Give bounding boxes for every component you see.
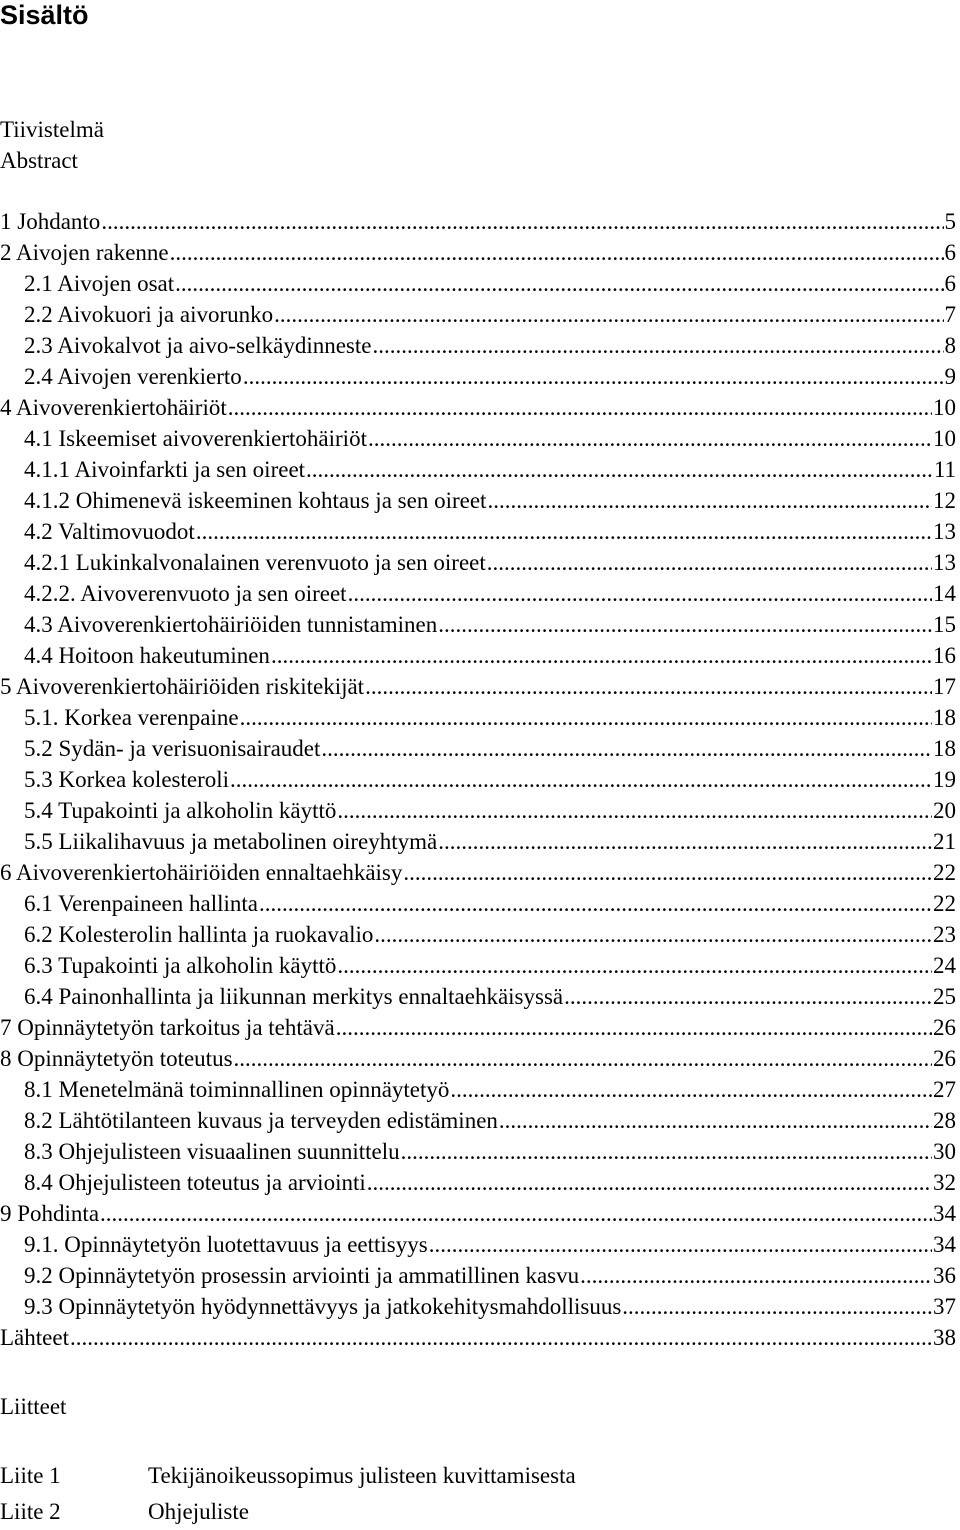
toc-entry[interactable] — [0, 1260, 956, 1291]
toc-leader-dots — [336, 1012, 932, 1043]
toc-entry-title: 2.1 Aivojen osat — [24, 271, 175, 296]
toc-entry-page: 38 — [933, 1325, 956, 1350]
toc-leader-dots — [306, 454, 933, 485]
toc-leader-dots — [259, 888, 932, 919]
toc-entry-page: 32 — [933, 1170, 956, 1195]
toc-entry[interactable] — [0, 1012, 956, 1043]
toc-entry[interactable] — [0, 516, 956, 547]
toc-entry[interactable] — [0, 206, 956, 237]
toc-entry-title: 5.1. Korkea verenpaine — [24, 705, 239, 730]
toc-entry-page: 22 — [933, 891, 956, 916]
toc-leader-dots — [365, 671, 932, 702]
toc-leader-dots — [321, 733, 932, 764]
toc-entry-title: 4.1.1 Aivoinfarkti ja sen oireet — [24, 457, 306, 482]
toc-entry[interactable] — [0, 454, 956, 485]
toc-leader-dots — [499, 1105, 932, 1136]
toc-entry-page: 37 — [933, 1294, 956, 1319]
toc-entry-title: 9.2 Opinnäytetyön prosessin arviointi ja ammatillinen kasvu — [24, 1263, 580, 1288]
toc-entry-title: 9.1. Opinnäytetyön luotettavuus ja eettisyys — [24, 1232, 428, 1257]
toc-entry[interactable] — [0, 237, 956, 268]
toc-entry[interactable] — [0, 361, 956, 392]
toc-leader-dots — [438, 826, 932, 857]
toc-entry-page: 22 — [933, 860, 956, 885]
toc-leader-dots — [367, 1167, 932, 1198]
toc-entry[interactable] — [0, 299, 956, 330]
toc-leader-dots — [274, 299, 943, 330]
toc-entry-page: 30 — [933, 1139, 956, 1164]
toc-entry-title: 4.1.2 Ohimenevä iskeeminen kohtaus ja sen oireet — [24, 488, 487, 513]
toc-entry-page: 13 — [933, 519, 956, 544]
toc-entry-title: 7 Opinnäytetyön tarkoitus ja tehtävä — [0, 1015, 335, 1040]
front-matter-item: Tiivistelmä — [0, 117, 104, 142]
toc-entry-page: 13 — [933, 550, 956, 575]
toc-leader-dots — [101, 206, 943, 237]
appendices-title: Liitteet — [0, 1394, 67, 1419]
toc-leader-dots — [438, 609, 932, 640]
appendix-label: Liite 2 — [0, 1499, 61, 1524]
toc-entry[interactable] — [0, 330, 956, 361]
toc-entry[interactable] — [0, 950, 956, 981]
toc-entry-title: 6.4 Painonhallinta ja liikunnan merkitys ennaltaehkäisyssä — [24, 984, 564, 1009]
toc-entry-title: 6.1 Verenpaineen hallinta — [24, 891, 258, 916]
front-matter — [0, 114, 104, 176]
toc-leader-dots — [450, 1074, 932, 1105]
toc-entry-page: 36 — [933, 1263, 956, 1288]
toc-entry[interactable] — [0, 888, 956, 919]
toc-entry-page: 26 — [933, 1046, 956, 1071]
toc-entry-page: 14 — [933, 581, 956, 606]
toc-leader-dots — [196, 516, 932, 547]
toc-entry-title: 2.3 Aivokalvot ja aivo-selkäydinneste — [24, 333, 372, 358]
appendix-item — [0, 1494, 576, 1530]
toc-entry-title: 4.3 Aivoverenkiertohäiriöiden tunnistaminen — [24, 612, 438, 637]
toc-entry[interactable] — [0, 1136, 956, 1167]
toc-leader-dots — [564, 981, 932, 1012]
toc-entry-title: 8 Opinnäytetyön toteutus — [0, 1046, 233, 1071]
toc-entry-title: 5.5 Liikalihavuus ja metabolinen oireyhtymä — [24, 829, 438, 854]
toc-entry[interactable] — [0, 547, 956, 578]
toc-leader-dots — [271, 640, 932, 671]
toc-entry[interactable] — [0, 485, 956, 516]
toc-leader-dots — [429, 1229, 932, 1260]
toc-entry[interactable] — [0, 795, 956, 826]
toc-entry-title: 5.2 Sydän- ja verisuonisairaudet — [24, 736, 321, 761]
toc-entry-title: 8.4 Ohjejulisteen toteutus ja arviointi — [24, 1170, 366, 1195]
toc-entry-page: 11 — [933, 457, 956, 482]
toc-entry-page: 34 — [933, 1201, 956, 1226]
toc-entry[interactable] — [0, 733, 956, 764]
toc-entry-page: 27 — [933, 1077, 956, 1102]
toc-entry-title: 2 Aivojen rakenne — [0, 240, 169, 265]
toc-leader-dots — [368, 423, 932, 454]
toc-leader-dots — [622, 1291, 932, 1322]
toc-leader-dots — [175, 268, 943, 299]
toc-entry[interactable] — [0, 1229, 956, 1260]
toc-entry-page: 5 — [944, 209, 956, 234]
toc-entry-title: 8.2 Lähtötilanteen kuvaus ja terveyden edistäminen — [24, 1108, 498, 1133]
toc-entry[interactable] — [0, 578, 956, 609]
toc-entry-title: 9 Pohdinta — [0, 1201, 100, 1226]
toc-leader-dots — [243, 361, 944, 392]
toc-entry[interactable] — [0, 268, 956, 299]
toc-entry[interactable] — [0, 392, 956, 423]
toc-leader-dots — [401, 1136, 932, 1167]
toc-entry[interactable] — [0, 702, 956, 733]
toc-entry[interactable] — [0, 981, 956, 1012]
toc-entry[interactable] — [0, 1105, 956, 1136]
toc-entry-title: 2.4 Aivojen verenkierto — [24, 364, 242, 389]
toc-leader-dots — [372, 330, 943, 361]
toc-entry[interactable] — [0, 919, 956, 950]
appendix-item — [0, 1458, 576, 1494]
toc-leader-dots — [348, 578, 932, 609]
toc-entry[interactable] — [0, 857, 956, 888]
toc-entry-page: 12 — [933, 488, 956, 513]
toc-entry-title: 1 Johdanto — [0, 209, 101, 234]
table-of-contents — [0, 206, 956, 1353]
toc-entry-page: 9 — [944, 364, 956, 389]
toc-entry-title: 8.3 Ohjejulisteen visuaalinen suunnittelu — [24, 1139, 400, 1164]
toc-leader-dots — [240, 702, 932, 733]
toc-leader-dots — [230, 764, 932, 795]
appendix-text: Tekijänoikeussopimus julisteen kuvittamisesta — [148, 1463, 576, 1488]
toc-entry[interactable] — [0, 1074, 956, 1105]
toc-entry[interactable] — [0, 671, 956, 702]
toc-leader-dots — [337, 950, 932, 981]
toc-entry[interactable] — [0, 826, 956, 857]
toc-entry-title: 4.2 Valtimovuodot — [24, 519, 195, 544]
appendix-label: Liite 1 — [0, 1463, 61, 1488]
toc-entry-page: 24 — [933, 953, 956, 978]
toc-entry[interactable] — [0, 1322, 956, 1353]
toc-entry[interactable] — [0, 609, 956, 640]
toc-leader-dots — [374, 919, 932, 950]
toc-entry[interactable] — [0, 1291, 956, 1322]
appendix-text: Ohjejuliste — [148, 1499, 249, 1524]
toc-entry-title: 2.2 Aivokuori ja aivorunko — [24, 302, 274, 327]
toc-leader-dots — [170, 237, 944, 268]
toc-entry-page: 19 — [933, 767, 956, 792]
toc-leader-dots — [487, 547, 932, 578]
toc-entry-page: 18 — [933, 705, 956, 730]
toc-entry-page: 10 — [933, 426, 956, 451]
toc-leader-dots — [100, 1198, 932, 1229]
toc-entry-title: 4.2.2. Aivoverenvuoto ja sen oireet — [24, 581, 347, 606]
toc-entry-page: 7 — [944, 302, 956, 327]
page-title: Sisältö — [0, 0, 89, 30]
toc-entry-title: 6.2 Kolesterolin hallinta ja ruokavalio — [24, 922, 374, 947]
toc-entry-title: 5.4 Tupakointi ja alkoholin käyttö — [24, 798, 337, 823]
toc-entry[interactable] — [0, 764, 956, 795]
toc-entry-page: 23 — [933, 922, 956, 947]
toc-entry[interactable] — [0, 1167, 956, 1198]
front-matter-item: Abstract — [0, 148, 78, 173]
toc-leader-dots — [228, 392, 932, 423]
toc-leader-dots — [487, 485, 932, 516]
toc-entry-page: 34 — [933, 1232, 956, 1257]
toc-entry-page: 18 — [933, 736, 956, 761]
toc-entry-title: 6.3 Tupakointi ja alkoholin käyttö — [24, 953, 337, 978]
toc-entry-page: 6 — [944, 240, 956, 265]
toc-entry-title: Lähteet — [0, 1325, 69, 1350]
toc-leader-dots — [234, 1043, 932, 1074]
toc-entry-page: 15 — [933, 612, 956, 637]
toc-entry-page: 20 — [933, 798, 956, 823]
toc-entry-title: 6 Aivoverenkiertohäiriöiden ennaltaehkäisy — [0, 860, 403, 885]
toc-entry-title: 4 Aivoverenkiertohäiriöt — [0, 395, 227, 420]
toc-entry[interactable] — [0, 1198, 956, 1229]
toc-entry[interactable] — [0, 1043, 956, 1074]
toc-entry-page: 26 — [933, 1015, 956, 1040]
toc-entry-title: 9.3 Opinnäytetyön hyödynnettävyys ja jatkokehitysmahdollisuus — [24, 1294, 622, 1319]
toc-entry[interactable] — [0, 640, 956, 671]
toc-entry-page: 28 — [933, 1108, 956, 1133]
toc-entry-title: 5.3 Korkea kolesteroli — [24, 767, 230, 792]
toc-entry-page: 17 — [933, 674, 956, 699]
toc-entry-title: 4.1 Iskeemiset aivoverenkiertohäiriöt — [24, 426, 367, 451]
toc-entry-title: 5 Aivoverenkiertohäiriöiden riskitekijät — [0, 674, 365, 699]
toc-entry-title: 4.2.1 Lukinkalvonalainen verenvuoto ja sen oireet — [24, 550, 486, 575]
toc-entry-page: 16 — [933, 643, 956, 668]
toc-entry-title: 8.1 Menetelmänä toiminnallinen opinnäytetyö — [24, 1077, 450, 1102]
toc-leader-dots — [580, 1260, 932, 1291]
toc-entry-title: 4.4 Hoitoon hakeutuminen — [24, 643, 270, 668]
toc-entry-page: 21 — [933, 829, 956, 854]
toc-entry-page: 8 — [944, 333, 956, 358]
toc-leader-dots — [403, 857, 932, 888]
toc-leader-dots — [70, 1322, 932, 1353]
toc-entry[interactable] — [0, 423, 956, 454]
appendix-list — [0, 1458, 576, 1530]
toc-entry-page: 25 — [933, 984, 956, 1009]
toc-leader-dots — [337, 795, 932, 826]
toc-entry-page: 10 — [933, 395, 956, 420]
toc-entry-page: 6 — [944, 271, 956, 296]
